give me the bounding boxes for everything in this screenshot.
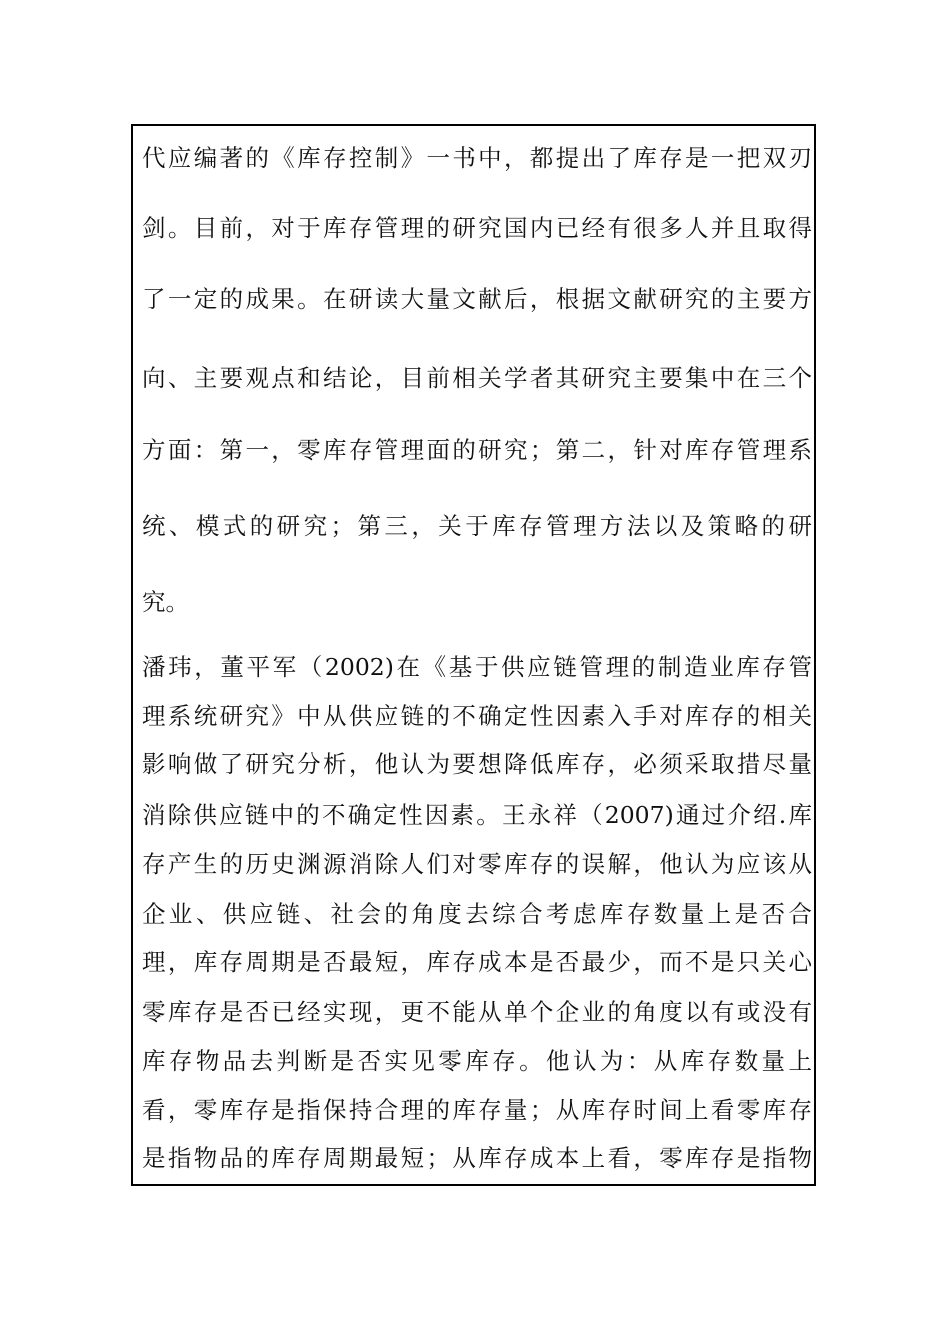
paragraph-1-line-7: 究。 — [142, 588, 189, 616]
paragraph-1-line-5: 方面：第一，零库存管理面的研究；第二，针对库存管理系 — [142, 436, 812, 464]
paragraph-2-line-6: 企业、供应链、社会的角度去综合考虑库存数量上是否合 — [142, 900, 812, 928]
paragraph-1-line-3: 了一定的成果。在研读大量文献后，根据文献研究的主要方 — [142, 285, 812, 313]
paragraph-1-line-4: 向、主要观点和结论，目前相关学者其研究主要集中在三个 — [142, 364, 812, 392]
paragraph-2-line-2: 理系统研究》中从供应链的不确定性因素入手对库存的相关 — [142, 702, 812, 730]
paragraph-2-line-11: 是指物品的库存周期最短；从库存成本上看，零库存是指物 — [142, 1144, 812, 1172]
paragraph-1-line-1: 代应编著的《库存控制》一书中，都提出了库存是一把双刃 — [142, 144, 812, 172]
paragraph-2-line-10: 看，零库存是指保持合理的库存量；从库存时间上看零库存 — [142, 1096, 812, 1124]
paragraph-2-line-3: 影响做了研究分析，他认为要想降低库存，必须采取措尽量 — [142, 750, 812, 778]
paragraph-2-line-1: 潘玮，董平军（2002)在《基于供应链管理的制造业库存管 — [142, 653, 812, 681]
paragraph-2-line-7: 理，库存周期是否最短，库存成本是否最少，而不是只关心 — [142, 948, 812, 976]
paragraph-2-line-8: 零库存是否已经实现，更不能从单个企业的角度以有或没有 — [142, 998, 812, 1026]
paragraph-1-line-6: 统、模式的研究；第三，关于库存管理方法以及策略的研 — [142, 512, 812, 540]
paragraph-2-line-9: 库存物品去判断是否实见零库存。他认为：从库存数量上 — [142, 1047, 812, 1075]
paragraph-2-line-4: 消除供应链中的不确定性因素。王永祥（2007)通过介绍.库 — [142, 801, 812, 829]
paragraph-2-line-5: 存产生的历史渊源消除人们对零库存的误解，他认为应该从 — [142, 850, 812, 878]
paragraph-1-line-2: 剑。目前，对于库存管理的研究国内已经有很多人并且取得 — [142, 214, 812, 242]
